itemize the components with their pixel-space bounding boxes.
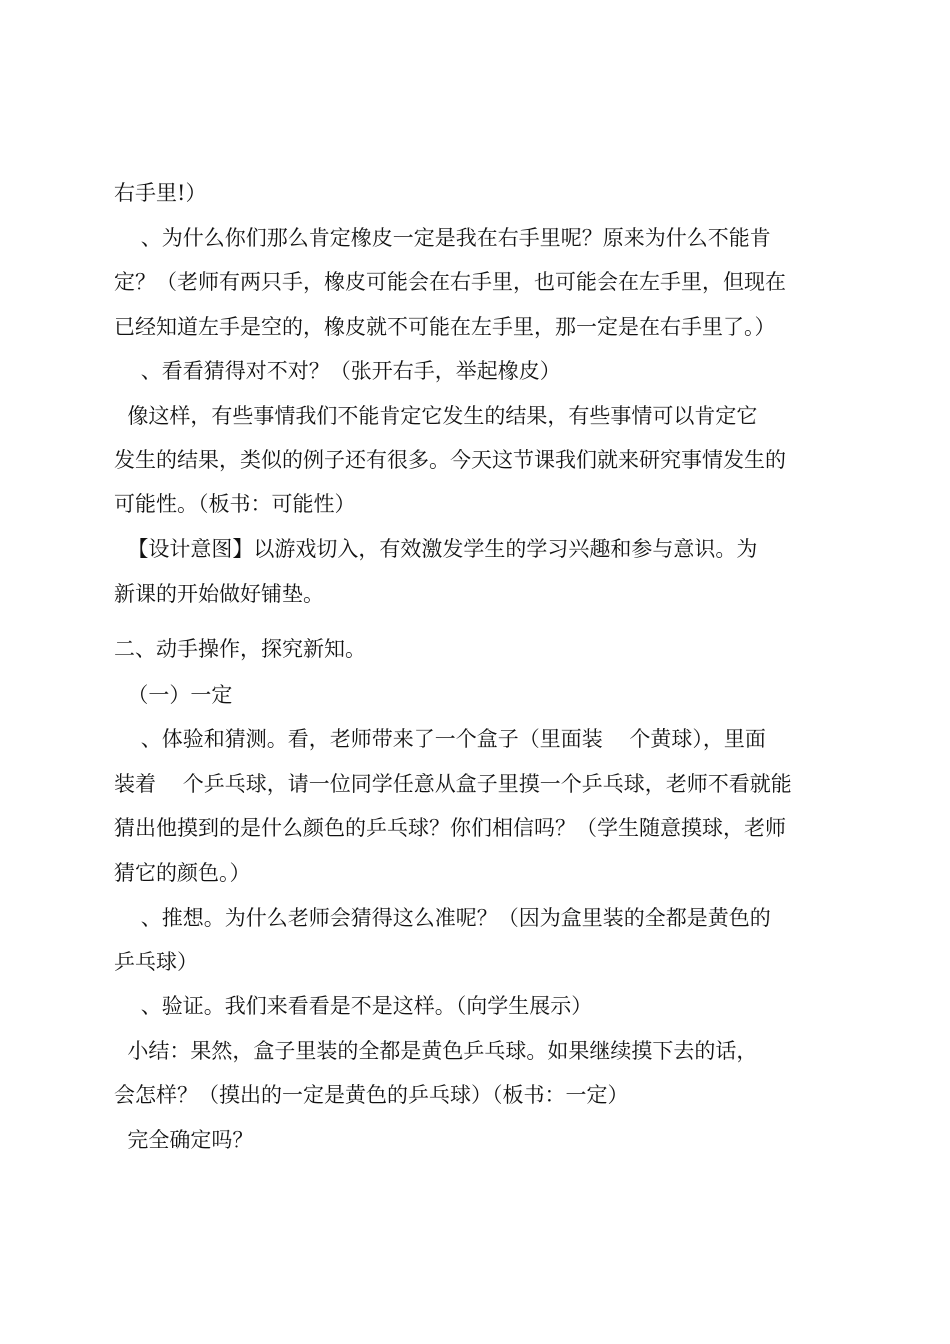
text-line: 、体验和猜测。看，老师带来了一个盒子（里面装 个黄球），里面 <box>114 727 766 751</box>
text-line: 乒乓球） <box>114 950 198 974</box>
text-line: 猜出他摸到的是什么颜色的乒乓球？你们相信吗？（学生随意摸球，老师 <box>114 816 786 840</box>
text-line: 右手里!） <box>114 181 207 205</box>
text-line: 、为什么你们那么肯定橡皮一定是我在右手里呢？原来为什么不能肯 <box>114 226 771 250</box>
text-line: 、推想。为什么老师会猜得这么准呢？（因为盒里装的全都是黄色的 <box>114 906 771 930</box>
text-line: 小结：果然，盒子里装的全都是黄色乒乓球。如果继续摸下去的话， <box>114 1039 758 1063</box>
subsection-heading: （一）一定 <box>114 683 233 707</box>
text-line: 定？（老师有两只手，橡皮可能会在右手里，也可能会在左手里，但现在 <box>114 270 786 294</box>
text-line: 可能性。（板书：可能性） <box>114 492 356 516</box>
text-line: 猜它的颜色。） <box>114 861 251 885</box>
section-heading: 二、动手操作，探究新知。 <box>114 637 366 661</box>
text-line: 完全确定吗？ <box>114 1128 254 1152</box>
text-line: 、看看猜得对不对？（张开右手，举起橡皮） <box>114 359 561 383</box>
text-line: 装着 个乒乓球，请一位同学任意从盒子里摸一个乒乓球，老师不看就能 <box>114 772 792 796</box>
text-line: 【设计意图】以游戏切入，有效激发学生的学习兴趣和参与意识。为 <box>114 537 758 561</box>
text-line: 发生的结果，类似的例子还有很多。今天这节课我们就来研究事情发生的 <box>114 448 786 472</box>
text-line: 、验证。我们来看看是不是这样。（向学生展示） <box>114 994 593 1018</box>
text-line: 像这样，有些事情我们不能肯定它发生的结果，有些事情可以肯定它 <box>114 404 758 428</box>
text-line: 会怎样？（摸出的一定是黄色的乒乓球）（板书：一定） <box>114 1083 629 1107</box>
text-line: 已经知道左手是空的，橡皮就不可能在左手里，那一定是在右手里了。） <box>114 315 776 339</box>
text-line: 新课的开始做好铺垫。 <box>114 582 324 606</box>
